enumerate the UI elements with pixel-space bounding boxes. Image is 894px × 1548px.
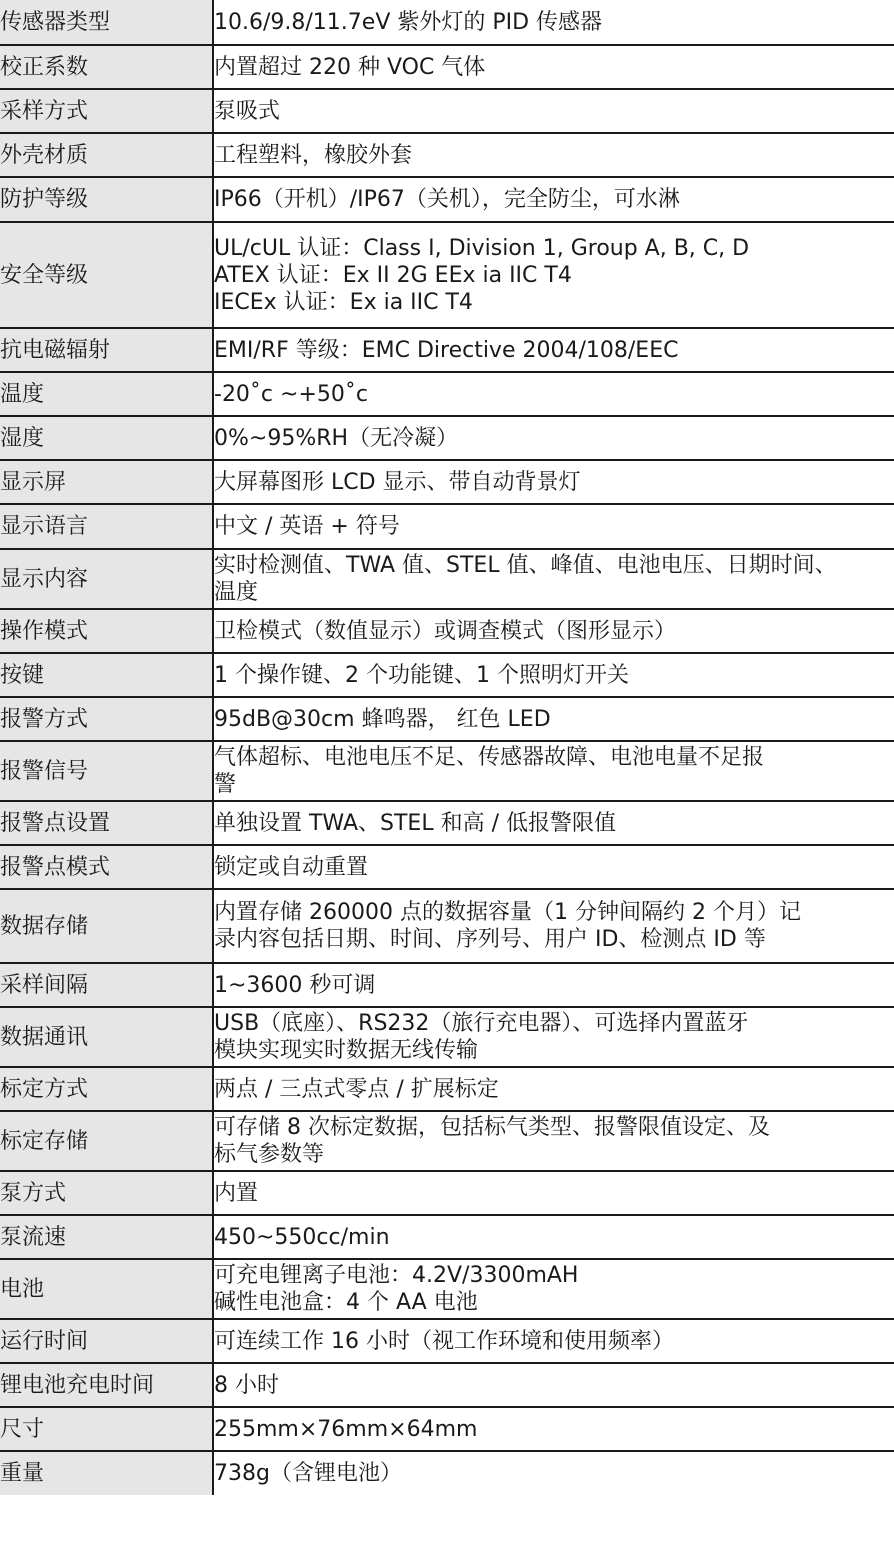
spec-value: [213, 1451, 894, 1495]
spec-value-line: 内置: [214, 1180, 259, 1206]
spec-label: 报警信号: [0, 741, 213, 801]
table-row: [0, 416, 894, 460]
table-row: [0, 45, 894, 89]
spec-value-line: 8 小时: [214, 1372, 279, 1398]
spec-value: [213, 504, 894, 549]
spec-value: [213, 801, 894, 845]
table-row: [0, 177, 894, 222]
spec-value-line: IECEx 认证：Ex ia IIC T4: [214, 289, 473, 315]
spec-label: 报警点设置: [0, 801, 213, 845]
table-row: [0, 845, 894, 889]
spec-label: 显示语言: [0, 504, 213, 549]
spec-value-line: 1~3600 秒可调: [214, 972, 376, 998]
spec-value-line: 泵吸式: [214, 98, 281, 124]
spec-value-line: 模块实现实时数据无线传输: [214, 1038, 479, 1063]
spec-value: [213, 1363, 894, 1407]
table-row: [0, 1407, 894, 1451]
spec-value-line: 内置存储 260000 点的数据容量（1 分钟间隔约 2 个月）记: [214, 900, 801, 925]
spec-label: 报警方式: [0, 697, 213, 741]
table-row: [0, 504, 894, 549]
table-row: [0, 1319, 894, 1363]
spec-value-line: 可连续工作 16 小时（视工作环境和使用频率）: [214, 1328, 674, 1354]
spec-value-line: 450~550cc/min: [214, 1224, 390, 1250]
table-row: [0, 89, 894, 133]
spec-label: 外壳材质: [0, 133, 213, 177]
spec-value-line: 录内容包括日期、时间、序列号、用户 ID、检测点 ID 等: [214, 927, 766, 952]
spec-value: [213, 609, 894, 653]
table-row: [0, 1259, 894, 1319]
spec-value: [213, 1407, 894, 1451]
spec-value-line: 锁定或自动重置: [214, 854, 369, 880]
table-row: [0, 963, 894, 1007]
table-row: [0, 328, 894, 372]
spec-value: [213, 372, 894, 416]
spec-label: 数据存储: [0, 889, 213, 963]
table-row: [0, 889, 894, 963]
table-row: [0, 697, 894, 741]
spec-value: [213, 1007, 894, 1067]
spec-value: [213, 1067, 894, 1111]
spec-value-line: 10.6/9.8/11.7eV 紫外灯的 PID 传感器: [214, 9, 603, 35]
table-row: [0, 0, 894, 45]
table-row: [0, 653, 894, 697]
spec-value-line: 1 个操作键、2 个功能键、1 个照明灯开关: [214, 662, 629, 688]
spec-value-line: 单独设置 TWA、STEL 和高 / 低报警限值: [214, 810, 616, 836]
spec-value: [213, 549, 894, 609]
spec-value-line: 气体超标、电池电压不足、传感器故障、电池电量不足报: [214, 745, 765, 770]
spec-label: 泵方式: [0, 1171, 213, 1215]
table-row: [0, 1363, 894, 1407]
spec-value-line: 95dB@30cm 蜂鸣器， 红色 LED: [214, 706, 551, 732]
spec-value: [213, 222, 894, 328]
table-row: [0, 549, 894, 609]
spec-label: 泵流速: [0, 1215, 213, 1259]
spec-value-line: ATEX 认证：Ex II 2G EEx ia IIC T4: [214, 262, 572, 288]
spec-value: [213, 1171, 894, 1215]
spec-label: 报警点模式: [0, 845, 213, 889]
table-row: [0, 741, 894, 801]
spec-value-line: 标气参数等: [214, 1142, 325, 1167]
spec-label: 操作模式: [0, 609, 213, 653]
spec-label: 湿度: [0, 416, 213, 460]
spec-value: [213, 741, 894, 801]
table-row: [0, 1171, 894, 1215]
spec-value-line: 0%~95%RH（无冷凝）: [214, 425, 459, 451]
spec-value: [213, 460, 894, 504]
table-row: [0, 1215, 894, 1259]
spec-label: 抗电磁辐射: [0, 328, 213, 372]
spec-label: 显示内容: [0, 549, 213, 609]
spec-value-line: 大屏幕图形 LCD 显示、带自动背景灯: [214, 469, 581, 495]
spec-value: [213, 1111, 894, 1171]
spec-value: [213, 328, 894, 372]
spec-value-line: 工程塑料，橡胶外套: [214, 142, 413, 168]
spec-value: [213, 845, 894, 889]
spec-value-line: UL/cUL 认证：Class I, Division 1, Group A, B, C, D: [214, 235, 750, 261]
spec-label: 校正系数: [0, 45, 213, 89]
spec-label: 标定方式: [0, 1067, 213, 1111]
spec-value-line: IP66（开机）/IP67（关机），完全防尘，可水淋: [214, 187, 680, 212]
spec-value: [213, 416, 894, 460]
spec-value: [213, 177, 894, 222]
spec-value: [213, 1215, 894, 1259]
spec-value: [213, 0, 894, 45]
spec-value: [213, 1259, 894, 1319]
table-row: [0, 1451, 894, 1495]
spec-value-line: 卫检模式（数值显示）或调查模式（图形显示）: [214, 618, 677, 644]
spec-value: [213, 45, 894, 89]
table-row: [0, 1067, 894, 1111]
table-row: [0, 222, 894, 328]
spec-label: 电池: [0, 1259, 213, 1319]
spec-label: 安全等级: [0, 222, 213, 328]
spec-value-line: 实时检测值、TWA 值、STEL 值、峰值、电池电压、日期时间、: [214, 553, 837, 578]
spec-label: 重量: [0, 1451, 213, 1495]
table-row: [0, 609, 894, 653]
spec-label: 显示屏: [0, 460, 213, 504]
spec-label: 标定存储: [0, 1111, 213, 1171]
spec-label: 采样方式: [0, 89, 213, 133]
spec-label: 传感器类型: [0, 0, 213, 45]
spec-value: [213, 697, 894, 741]
spec-value-line: EMI/RF 等级：EMC Directive 2004/108/EEC: [214, 337, 679, 363]
spec-value-line: 738g（含锂电池）: [214, 1461, 402, 1486]
spec-label: 数据通讯: [0, 1007, 213, 1067]
spec-label: 运行时间: [0, 1319, 213, 1363]
spec-label: 温度: [0, 372, 213, 416]
table-row: [0, 1111, 894, 1171]
spec-value-line: USB（底座）、RS232（旅行充电器）、可选择内置蓝牙: [214, 1011, 749, 1036]
spec-value-line: 内置超过 220 种 VOC 气体: [214, 54, 486, 80]
spec-value: [213, 963, 894, 1007]
spec-value: [213, 1319, 894, 1363]
spec-label: 锂电池充电时间: [0, 1363, 213, 1407]
spec-value: [213, 889, 894, 963]
table-row: [0, 133, 894, 177]
table-row: [0, 1007, 894, 1067]
spec-label: 采样间隔: [0, 963, 213, 1007]
spec-value: [213, 653, 894, 697]
spec-value: [213, 89, 894, 133]
spec-value-line: 两点 / 三点式零点 / 扩展标定: [214, 1076, 499, 1102]
spec-value-line: 255mm×76mm×64mm: [214, 1416, 478, 1442]
spec-value-line: 可存储 8 次标定数据，包括标气类型、报警限值设定、及: [214, 1115, 770, 1140]
table-row: [0, 801, 894, 845]
spec-label: 按键: [0, 653, 213, 697]
spec-value-line: 碱性电池盒：4 个 AA 电池: [214, 1290, 478, 1315]
spec-value: [213, 133, 894, 177]
spec-value-line: 警: [214, 772, 237, 797]
table-row: [0, 460, 894, 504]
spec-value-line: -20˚c ~+50˚c: [214, 381, 368, 407]
spec-label: 尺寸: [0, 1407, 213, 1451]
spec-label: 防护等级: [0, 177, 213, 222]
table-row: [0, 372, 894, 416]
spec-value-line: 中文 / 英语 + 符号: [214, 514, 400, 539]
spec-value-line: 可充电锂离子电池：4.2V/3300mAH: [214, 1263, 579, 1288]
spec-value-line: 温度: [214, 580, 259, 605]
